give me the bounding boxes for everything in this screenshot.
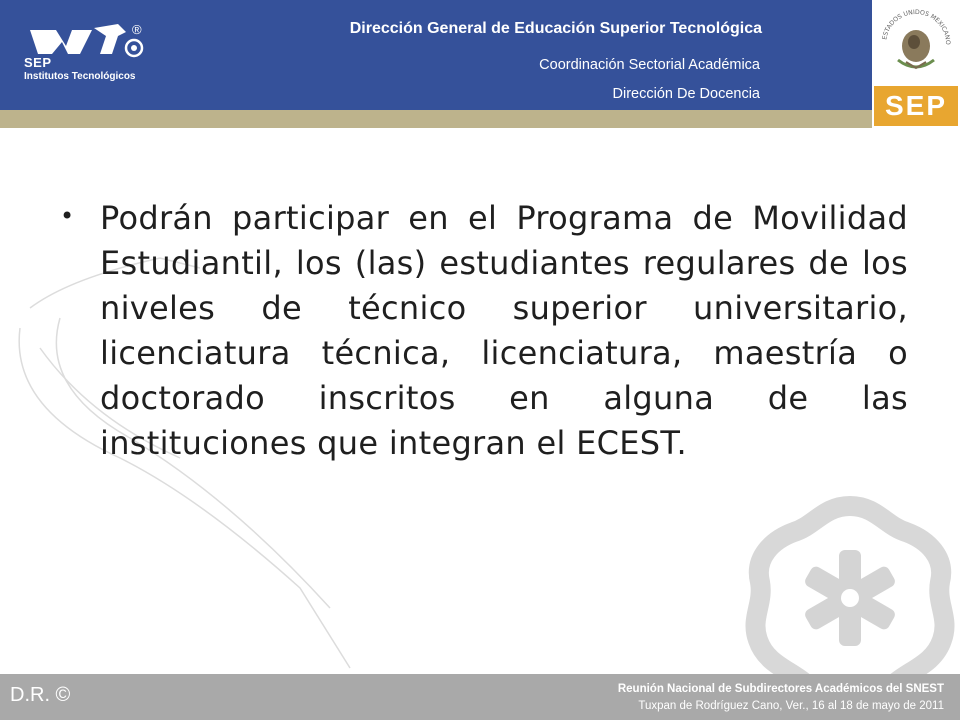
header-stripe xyxy=(0,110,872,128)
logo-sep-text: SEP xyxy=(24,55,52,70)
header-bar xyxy=(0,0,872,110)
header-title: Dirección General de Educación Superior Tecnológica xyxy=(349,20,762,37)
registered-mark: ® xyxy=(132,22,142,37)
header-subtitle-coordination: Coordinación Sectorial Académica xyxy=(539,57,760,73)
bullet-paragraph xyxy=(56,196,908,466)
emblem-arc-text: ESTADOS UNIDOS MEXICANO xyxy=(881,8,952,45)
footer-bar xyxy=(0,674,960,720)
sep-tag: SEP xyxy=(874,86,958,126)
footer-event: Reunión Nacional de Subdirectores Académicos del SNEST xyxy=(617,683,944,695)
logo-subtitle: Institutos Tecnológicos xyxy=(24,71,136,82)
header-subtitle-direction: Dirección De Docencia xyxy=(612,86,760,102)
gear-emblem-icon xyxy=(755,506,944,674)
body-text: Podrán participar en el Programa de Movilidad Estudiantil, los (las) estudiantes regulares de los niveles de técnico superior universitario, licenciatura técnica, licenciatura, maestría o doctorado inscritos en alguna de las instituciones que integran el ECEST. xyxy=(100,199,908,462)
footer-copyright: D.R. © xyxy=(10,684,71,706)
footer-location: Tuxpan de Rodríguez Cano, Ver., 16 al 18 de mayo de 2011 xyxy=(638,700,944,712)
mexico-coat-of-arms-icon xyxy=(878,4,954,80)
bullet-point: • xyxy=(60,202,75,230)
